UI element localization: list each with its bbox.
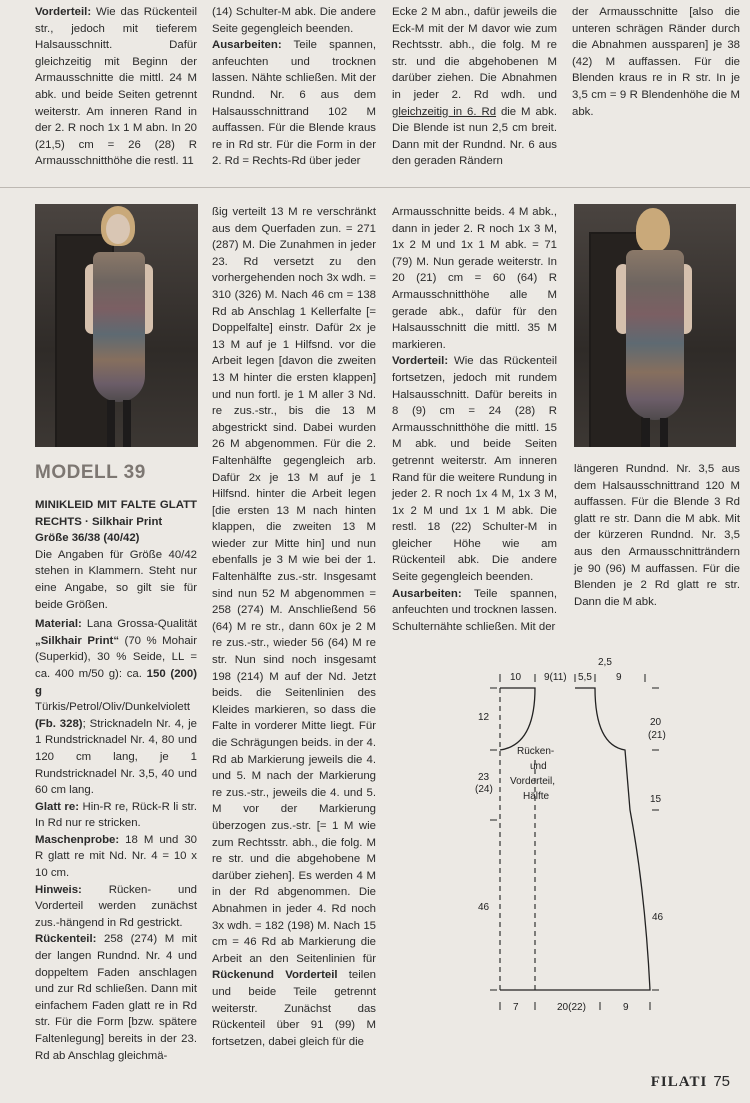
mid-col3-text-2: Wie das Rückenteil fortsetzen, jedoch mit rundem Halsausschnitt. Dafür bereits in 8 (9) cm = 24 (28) R Armausschnitthöhe die mittl. 15 M abk. und beide Seiten getrennt weiterstr. Am inneren Rand für die weitere Rundung in jeder 2. R noch 1x 4 M, 1x 3 M, 1x 2 M und 1x 1 M abk. Die restl. 18 (22) Schulter-M in gleicher Höhe wie am Rückenteil abk. Die andere Seite gegengleich beenden.: [392, 355, 557, 584]
page-number: 75: [713, 1073, 730, 1090]
material-yarn: „Silkhair Print“: [35, 634, 120, 647]
mid-col4-text: längeren Rundnd. Nr. 3,5 aus dem Halsausschnittrand 120 M auffassen. Für die Blende 3 Rd glatt re str. Dann die M abk. Mit der kürzeren Rundnd. Nr. 3,5 aus den Armausschnitträndern je 90 (96) M auffassen. Für die Blenden je 2 Rd glatt re str. Dann die M abk.: [574, 463, 740, 608]
mid-col2-bold: Rückenund Vorderteil: [212, 969, 338, 982]
material-fb: (Fb. 328): [35, 717, 83, 730]
text-armausschnitte: der Armausschnitte [also die unteren schrägen Ränder durch die Abnahmen aussparen] je 38 (42) M auffassen. Für die Blenden kraus re in R str. In je 3,5 cm = 9 R Blendenhöhe die M abk.: [572, 6, 740, 118]
text-blende: die M abk. Die Blende ist nun 2,5 cm breit. Dann mit der Rundnd. Nr. 6 aus den geraden Rändern: [392, 105, 557, 168]
top-col-1: [35, 4, 197, 170]
text-ausarbeiten: Teile spannen, anfeuchten und trocknen lassen. Nähte schließen. Mit der Rundnd. Nr. 6 aus dem Halsausschnittrand 102 M auffassen. Für die Blende kraus re in Rd str. Für die Form in der 2. Rd = Rechts-Rd über jeder: [212, 39, 376, 168]
top-col-4: [572, 4, 740, 120]
maschen-text: 18 M und 30 R glatt re mit Nd. Nr. 4 = 10 x 10 cm.: [35, 833, 197, 880]
page-footer: [651, 1073, 730, 1091]
text-underlined: gleichzeitig in 6. Rd: [392, 105, 497, 118]
text-vorderteil: Wie das Rückenteil str., jedoch mit tieferem Halsausschnitt. Dafür gleichzeitig mit Beginn der Armausschnitte die mittl. 24 M abk. und beide Seiten getrennt weiterstr. Am inneren Rand in der 2. R noch 1x 1 M abn. In 20 (21,5) cm = 26 (28) R Armausschnitthöhe die restl. 11: [35, 6, 197, 168]
rueckenteil-text: 258 (274) M mit der langen Rundnd. Nr. 4 und doppeltem Faden anschlagen und zur Rd schließen. Dann mit einfachem Faden glatt re in Rd str. Für die Form [bzw. spätere Faltenlegung] bereits in der 23. Rd ab Anschlag gleichmä-: [35, 933, 197, 1062]
dim-top-b: 9(11): [544, 672, 567, 683]
dim-top-over: 2,5: [598, 657, 612, 668]
dim-top-c: 5,5: [578, 672, 592, 683]
glatt-text: Hin-R re, Rück-R li str. In Rd nur re stricken.: [35, 800, 197, 830]
label-material: Material:: [35, 618, 82, 631]
model-subtitle: MINIKLEID MIT FALTE GLATT RECHTS · Silkhair Print: [35, 499, 197, 528]
brand-name: FILATI: [650, 1074, 708, 1090]
top-col-3: [392, 4, 557, 170]
schematic-diagram: [470, 650, 690, 1050]
dim-bottom-a: 7: [513, 1002, 519, 1013]
mid-col3-text-3: Teile spannen, anfeuchten und trocknen lassen. Schulternähte schließen. Mit der: [392, 587, 557, 633]
top-col-2: [212, 4, 376, 170]
material-colors: Türkis/Petrol/Oliv/Dunkelviolett: [35, 701, 191, 714]
mid-col3-text-1: Armausschnitte beids. 4 M abk., dann in jeder 2. R noch 1x 3 M, 1x 2 M und 1x 1 M abk. = 71 (79) M. Nun gerade weiterstr. In 20 (21) cm = 60 (64) R Armausschnitthöhe alle M gerade abk., dafür für den Halsausschnitt die mittl. 35 M markieren.: [392, 206, 557, 351]
material-amount: 150 (200) g: [35, 667, 197, 697]
mid-col-2: [212, 204, 376, 1050]
dim-left-2b: (24): [475, 784, 493, 795]
label-vorderteil-2: Vorderteil:: [392, 355, 449, 368]
mid-col2-text-1: ßig verteilt 13 M re verschränkt aus dem Querfaden zun. = 271 (287) M. Die Zunahmen in jeder 23. Rd versetzt zu den vorhergehenden noch 3x wdh. = 310 (326) M. Nach 46 cm = 138 Rd ab Anschlag 1 Kellerfalte [= Doppelfalte] einstr. Dafür 2x je 13 M auf je 1 Hilfsnd. vor die Arbeit legen [davon die zweiten 13 M hinter die ersten klappen] und nun fortl. je 1 M aller 3 Nd. re zus.-str., bis die 13 M abgestrickt sind. Dabei wurden 26 M abgenommen. Für die 2. Faltenhälfte gegengleich arb. Dafür 2x je 13 M auf je 1 Hilfsnd. hinter die Arbeit legen [die ersten 13 M nach hinten klappen, die zweiten 13 M wieder zur Mitte hin] und nun ebenfalls je 3 M wie bei der 1. Faltenhälfte zus.-str. Insgesamt sind nun 52 M abgenommen = 258 (274) M. Anschließend 56 (64) M re str., dann 60x je 2 M re zus.-str., wieder 56 (64) M re str. Nun sind noch insgesamt 198 (214) M auf der Nd. Jetzt beids. die Seitenlinien des Kleides markieren, so dass die Falte in vorderer Mitte liegt. Für die Schrägungen beids. in der 4. Rd ab Markierung jeweils die 4. und 5. M nach der Markierung re zus.-str., jeweils die 4. und 5. M vor der Markierung überzogen zus.-str. [= 1 M wie zum Rechtsstr. abh., die folg. M re str. und die abgehobene M darüber ziehen]. Es werden 4 M in der Rd abgenommen. Die Abnahmen in jeder 4. Rd noch 3x wdh. = 182 (198) M. Nach 15 cm = 46 Rd ab Markierung die Arbeit an den Seitenlinien für: [212, 206, 377, 965]
dim-right-1a: 20: [650, 717, 662, 728]
label-hinweis: Hinweis:: [35, 883, 82, 896]
piece-label-3: Vorderteil,: [510, 776, 556, 787]
label-vorderteil: Vorderteil:: [35, 6, 92, 18]
label-ausarbeiten-2: Ausarbeiten:: [392, 587, 462, 600]
dim-left-3: 46: [478, 902, 490, 913]
mid-col2-text-2: teilen und beide Teile getrennt weiterstr. Zunächst das Rückenteil über 91 (99) M fortsetzen, dabei gleich für die: [212, 969, 376, 1048]
dim-left-2a: 23: [478, 772, 490, 783]
top-measure: [500, 657, 645, 683]
text-ecke: Ecke 2 M abn., dafür jeweils die Eck-M mit der M davor wie zum Rechtsstr. abh., die folg. M re str. und die abgehobenen M darüber ziehen. Die Abnahmen in jeder 2. Rd wdh. und: [392, 6, 557, 101]
dim-top-a: 10: [510, 672, 522, 683]
label-maschen: Maschenprobe:: [35, 833, 120, 846]
material-text-1: Lana Grossa-Qualität: [81, 618, 197, 631]
label-rueckenteil: Rückenteil:: [35, 933, 97, 946]
dim-top-d: 9: [616, 672, 622, 683]
dim-bottom-b: 20(22): [557, 1002, 586, 1013]
photo-back: [574, 204, 736, 447]
model-size-note: Die Angaben für Größe 40/42 stehen in Klammern. Steht nur eine Angabe, so gilt sie für beide Größen.: [35, 548, 197, 611]
dim-right-2: 15: [650, 794, 662, 805]
photo-front: [35, 204, 198, 447]
dim-right-1b: (21): [648, 730, 666, 741]
piece-label-2: und: [530, 761, 547, 772]
mid-col-4: [574, 461, 740, 610]
model-title: MODELL 39: [35, 462, 146, 483]
material-text-2: (70 % Mohair (Superkid), 30 % Seide, LL = ca. 400 m/50 g): ca.: [35, 634, 197, 680]
label-glatt: Glatt re:: [35, 800, 79, 813]
text-shoulder: (14) Schulter-M abk. Die andere Seite gegengleich beenden.: [212, 6, 376, 35]
dim-right-3: 46: [652, 912, 664, 923]
dim-left-1: 12: [478, 712, 490, 723]
material-text-3: ; Stricknadeln Nr. 4, je 1 Rundstricknadel Nr. 4, 80 und 120 cm lang, je 1 Rundstricknadel Nr. 3,5, 40 und 60 cm lang.: [35, 717, 197, 797]
label-ausarbeiten: Ausarbeiten:: [212, 39, 282, 52]
piece-label-4: Hälfte: [523, 791, 550, 802]
dim-bottom-c: 9: [623, 1002, 629, 1013]
piece-label-1: Rücken-: [517, 746, 555, 757]
section-divider: [0, 187, 750, 188]
schematic-outline: [500, 688, 650, 990]
mid-col-3: [392, 204, 557, 635]
model-size: Größe 36/38 (40/42): [35, 532, 140, 545]
hinweis-text: Rücken- und Vorderteil werden zunächst zus.-hängend in Rd gestrickt.: [35, 883, 197, 929]
model-col-1: [35, 497, 197, 1064]
